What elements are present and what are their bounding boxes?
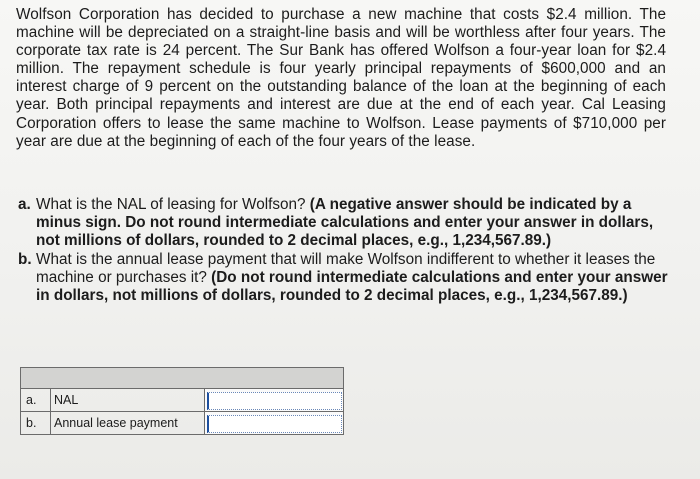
question-text: What is the annual lease payment that will make Wolfson indifferent to whether it leases the machine or purchases it?	[36, 250, 656, 286]
answer-table-header-cell	[21, 368, 344, 389]
row-letter: a.	[21, 389, 51, 412]
question-b	[18, 251, 668, 306]
lease-payment-input-cell	[205, 412, 344, 435]
row-label: NAL	[51, 389, 205, 412]
row-label: Annual lease payment	[51, 412, 205, 435]
answer-table	[20, 367, 344, 435]
question-letter: a.	[18, 196, 31, 213]
question-body	[36, 251, 668, 306]
answer-row-lease-payment	[21, 412, 344, 435]
question-text: What is the NAL of leasing for Wolfson?	[36, 196, 310, 213]
nal-input-cell	[205, 389, 344, 412]
question-instructions: (A negative answer should be indicated by a minus sign. Do not round intermediate calculations and enter your answer in dollars, not millions of dollars, rounded to 2 decimal places, e.g., 1,234,567.89.)	[36, 196, 654, 250]
question-body	[36, 196, 668, 251]
answer-row-nal	[21, 389, 344, 412]
question-letter: b.	[18, 250, 32, 268]
nal-input[interactable]	[207, 392, 342, 410]
row-letter: b.	[21, 412, 51, 435]
question-instructions: (Do not round intermediate calculations and enter your answer in dollars, not millions of dollars, rounded to 2 decimal places, e.g., 1,234,567.89.)	[36, 268, 668, 305]
question-list	[18, 196, 668, 305]
answer-table-header	[21, 368, 344, 389]
question-a	[18, 196, 668, 251]
problem-statement: Wolfson Corporation has decided to purchase a new machine that costs $2.4 million. The machine will be depreciated on a straight-line basis and will be worthless after four years. The corporate tax rate is 24 percent. The Sur Bank has offered Wolfson a four-year loan for $2.4 million. The repayment schedule is four yearly principal repayments of $600,000 and an interest charge of 9 percent on the outstanding balance of the loan at the beginning of each year. Both principal repayments and interest are due at the end of each year. Cal Leasing Corporation offers to lease the same machine to Wolfson. Lease payments of $710,000 per year are due at the beginning of each of the four years of the lease.	[16, 6, 666, 150]
annual-lease-payment-input[interactable]	[207, 415, 342, 433]
